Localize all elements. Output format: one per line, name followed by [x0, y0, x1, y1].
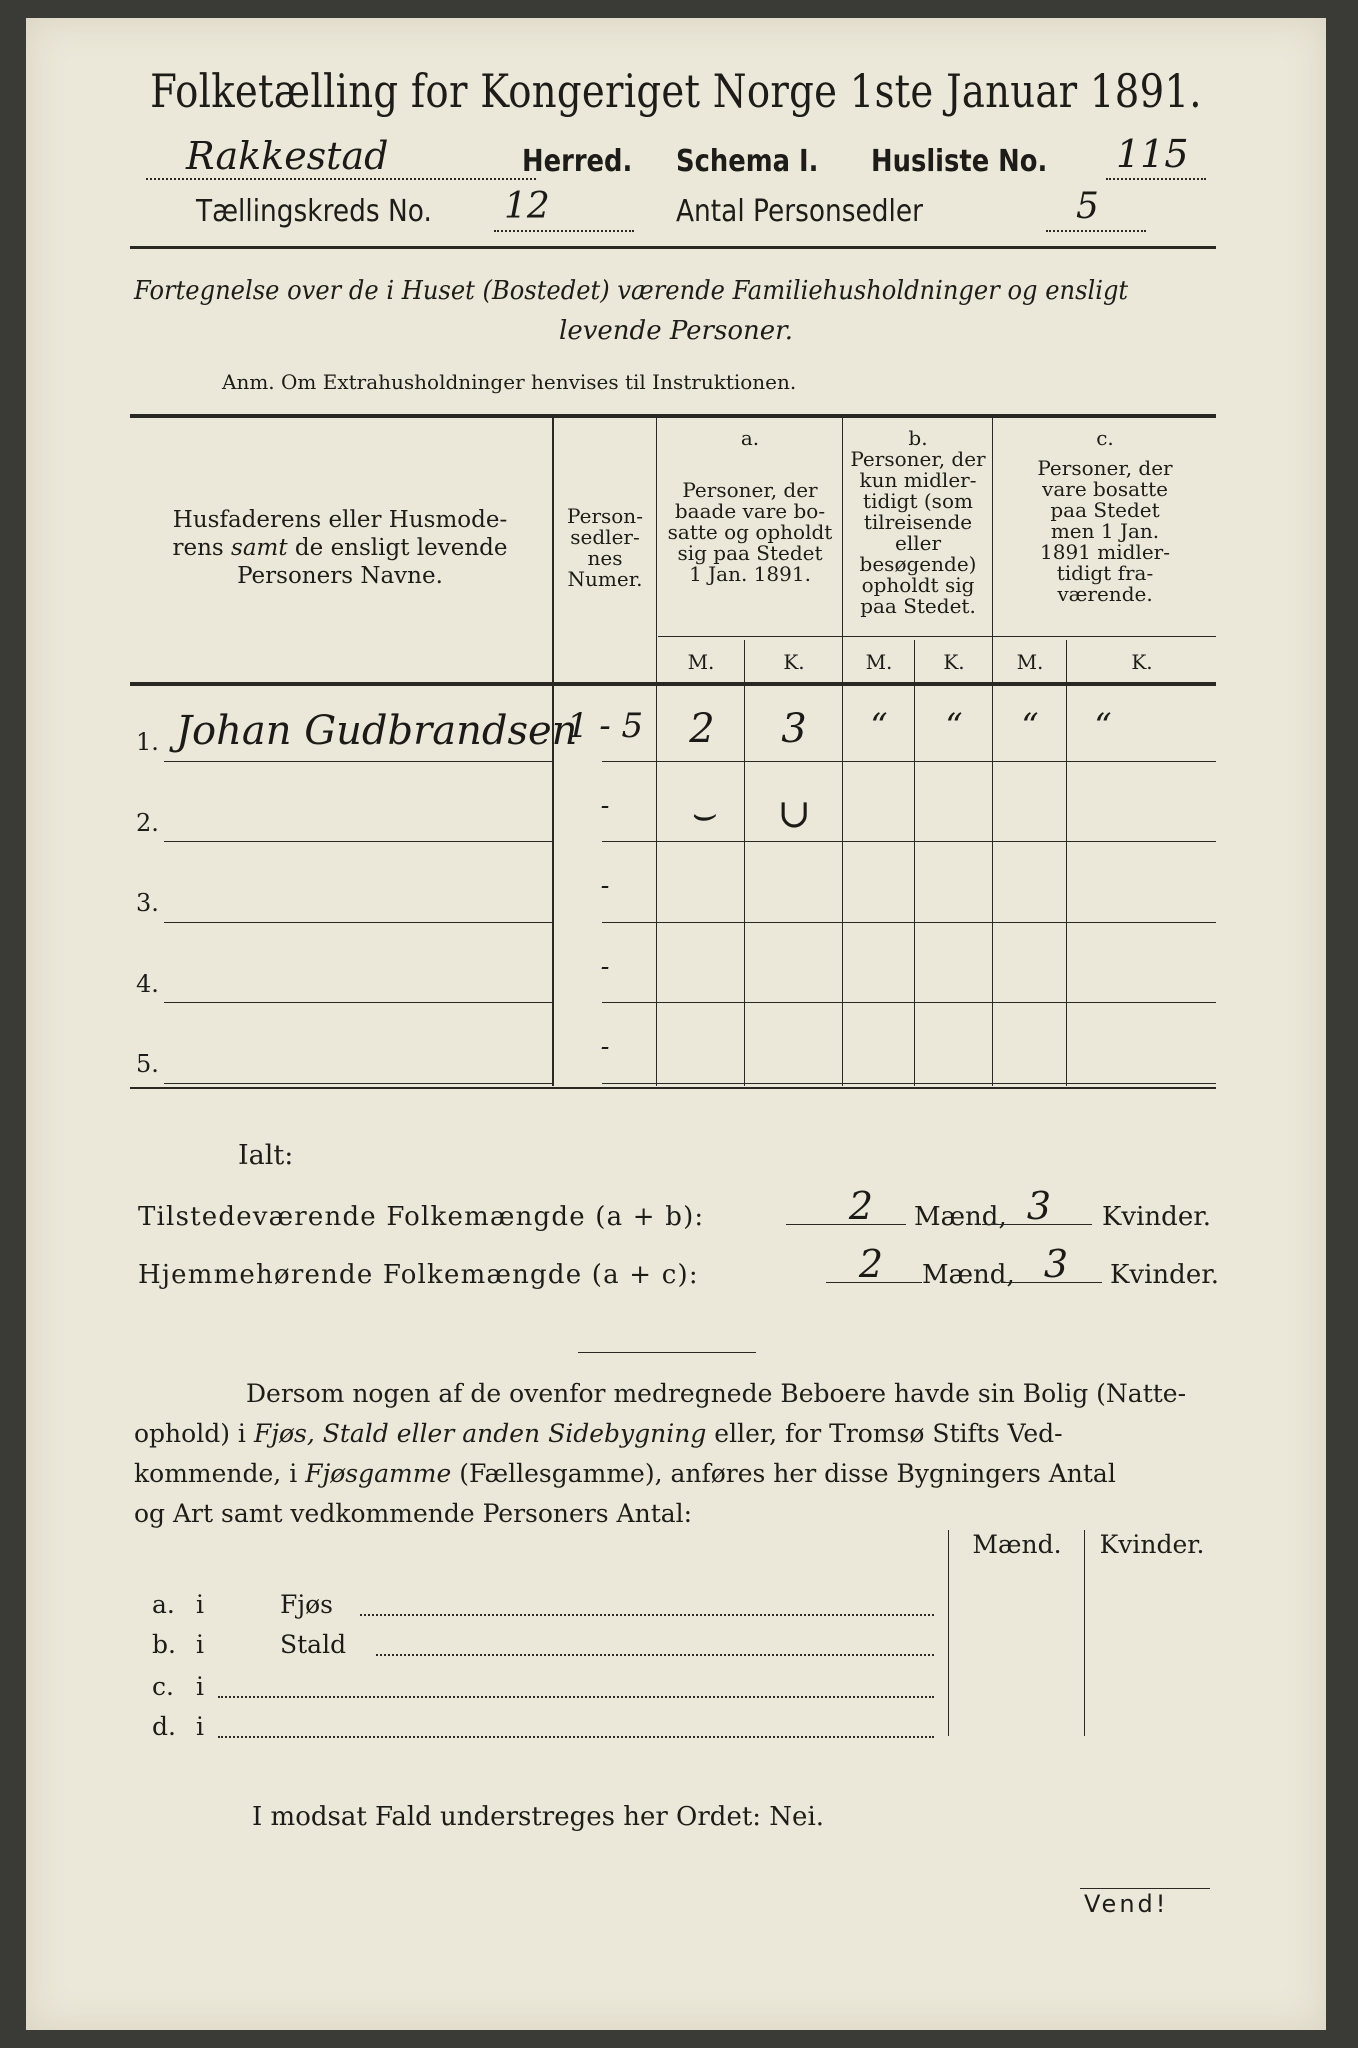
building-label: Stald: [280, 1630, 347, 1659]
bld-header-maend: Mænd.: [972, 1530, 1062, 1559]
cell-ak: 3: [781, 706, 807, 752]
tilst-kvinder-value: 3: [1026, 1184, 1052, 1228]
building-row: [26, 1630, 1326, 1666]
cell-ck: “: [1094, 706, 1112, 746]
cell-cm: “: [1021, 706, 1039, 746]
schema-label: Schema I.: [676, 144, 819, 179]
vend-rule: [1080, 1888, 1210, 1889]
header-c-k: K.: [1131, 650, 1153, 674]
section-separator: [578, 1352, 756, 1353]
header-sedler-num: Person- sedler- nes Numer.: [567, 504, 643, 591]
table-top-rule: [130, 414, 1216, 418]
cell-sedler: -: [600, 951, 610, 982]
header-col-a-text: Personer, der baade vare bo- satte og opholdt sig paa Stedet 1 Jan. 1891.: [667, 478, 833, 586]
herred-dotline: [146, 178, 536, 180]
hjem-maend-line: [826, 1282, 922, 1283]
husliste-value: 115: [1116, 132, 1189, 176]
cell-ak: ∪: [777, 790, 811, 837]
building-label: Fjøs: [280, 1590, 333, 1619]
form-title: Folketælling for Kongeriget Norge 1ste Januar 1891.: [150, 64, 1202, 118]
header-c-m: M.: [1016, 650, 1044, 674]
building-letter: a.: [152, 1590, 175, 1619]
header-b-m: M.: [865, 650, 893, 674]
herred-label: Herred.: [522, 144, 633, 179]
table-row: [26, 926, 1326, 1007]
building-i: i: [196, 1590, 204, 1619]
ialt-label: Ialt:: [238, 1140, 294, 1171]
row-rule-data: [602, 841, 1216, 842]
row-rule-data: [602, 761, 1216, 762]
header-col-a: a.: [740, 426, 760, 450]
building-dotline: [376, 1654, 934, 1656]
table-row: [26, 684, 1326, 765]
building-letter: c.: [152, 1672, 174, 1701]
header-col-c-text: Personer, der vare bosatte paa Stedet men 1 Jan. 1891 midler- tidigt fra- værende.: [1037, 456, 1173, 606]
hjem-maend-label: Mænd,: [922, 1260, 1015, 1290]
tilst-kvinder-line: [982, 1224, 1092, 1225]
header-a-k: K.: [783, 650, 805, 674]
table-row: [26, 1006, 1326, 1087]
bld-header-kvinder: Kvinder.: [1099, 1530, 1205, 1559]
cell-bm: “: [870, 706, 888, 746]
building-dotline: [218, 1736, 934, 1738]
row-number: 4.: [136, 969, 159, 998]
tilst-maend-label: Mænd,: [914, 1202, 1007, 1232]
row-rule-data: [602, 1002, 1216, 1003]
antal-dotline: [1046, 230, 1146, 232]
tilst-maend-value: 2: [848, 1184, 874, 1228]
table-row: [26, 845, 1326, 926]
building-i: i: [196, 1672, 204, 1701]
buildings-paragraph: Dersom nogen af de ovenfor medregnede Beboere havde sin Bolig (Natte- ophold) i Fjøs, Stald eller anden Sidebygning eller, for Tromsø Stifts Ved- kommende, i Fjøsgamme (Fællesgamme), anføres her disse Bygningers Antal og Art samt vedkommende Personers Antal:: [134, 1379, 1187, 1528]
cell-sedler: -: [600, 790, 610, 821]
row-rule-data: [602, 1083, 1216, 1084]
hjem-kvinder-line: [1002, 1282, 1102, 1283]
row-number: 1.: [136, 728, 159, 756]
row-rule: [164, 841, 554, 842]
tilst-kvinder-label: Kvinder.: [1102, 1202, 1212, 1232]
row-number: 3.: [136, 889, 159, 918]
row-number: 2.: [136, 808, 159, 837]
kreds-value: 12: [504, 186, 550, 227]
row-rule: [164, 761, 554, 762]
building-dotline: [360, 1614, 934, 1616]
cell-am: ⌣: [688, 790, 716, 837]
cell-bk: “: [945, 706, 963, 746]
intro-line2: levende Personer.: [559, 316, 793, 346]
hjem-maend-value: 2: [858, 1242, 884, 1286]
row-rule-data: [602, 922, 1216, 923]
hjem-kvinder-value: 3: [1043, 1242, 1069, 1286]
building-letter: b.: [152, 1630, 176, 1659]
kreds-label: Tællingskreds No.: [196, 194, 432, 229]
cell-am: 2: [689, 706, 715, 752]
header-a-m: M.: [687, 650, 715, 674]
tilst-label: Tilstedeværende Folkemængde (a + b):: [138, 1202, 705, 1232]
census-form-page: [26, 18, 1326, 2030]
hjem-label: Hjemmehørende Folkemængde (a + c):: [138, 1260, 699, 1290]
row-rule: [164, 1083, 554, 1084]
cell-sedler: -: [600, 871, 610, 902]
kreds-dotline: [494, 230, 634, 232]
intro-line1: Fortegnelse over de i Huset (Bostedet) værende Familiehusholdninger og ensligt: [134, 276, 1129, 306]
cell-sedler: -: [600, 1032, 610, 1063]
row-name: Johan Gudbrandsen: [176, 708, 578, 754]
row-rule: [164, 1002, 554, 1003]
hjem-kvinder-label: Kvinder.: [1110, 1260, 1220, 1290]
building-row: [26, 1712, 1326, 1748]
row-number: 5.: [136, 1050, 159, 1079]
herred-value: Rakkestad: [186, 134, 389, 178]
building-row: [26, 1590, 1326, 1626]
header-b-k: K.: [943, 650, 965, 674]
antal-value: 5: [1076, 186, 1099, 227]
building-row: [26, 1672, 1326, 1708]
nei-instruction: I modsat Fald understreges her Ordet: Nei.: [252, 1802, 825, 1832]
building-letter: d.: [152, 1712, 176, 1741]
header-col-c: c.: [1096, 426, 1114, 450]
row-rule: [164, 922, 554, 923]
header-rule: [130, 246, 1216, 249]
table-row: [26, 765, 1326, 846]
husliste-label: Husliste No.: [871, 144, 1048, 179]
husliste-dotline: [1106, 178, 1206, 180]
mk-header-rule: [658, 636, 1216, 637]
antal-label: Antal Personsedler: [676, 194, 923, 229]
tilst-maend-line: [786, 1224, 906, 1225]
header-names: Husfaderens eller Husmode- rens samt de ensligt levende Personers Navne.: [172, 507, 508, 589]
table-bottom-rule: [130, 1087, 1216, 1089]
building-i: i: [196, 1712, 204, 1741]
vend-label: Vend!: [1084, 1890, 1169, 1918]
building-i: i: [196, 1630, 204, 1659]
anm-note: Anm. Om Extrahusholdninger henvises til Instruktionen.: [222, 370, 797, 394]
cell-sedler: 1 - 5: [566, 706, 644, 746]
building-dotline: [218, 1696, 934, 1698]
header-col-b: b. Personer, der kun midler- tidigt (som tilreisende eller besøgende) opholdt sig paa Stedet.: [850, 426, 986, 618]
